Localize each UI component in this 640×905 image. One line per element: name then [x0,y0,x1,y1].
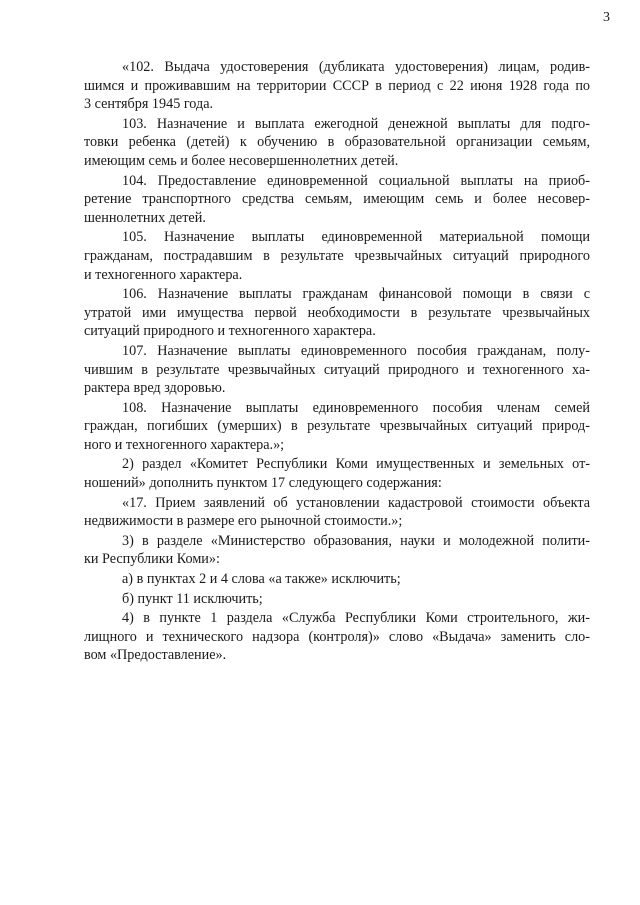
text-line: «102. Выдача удостоверения (дубликата удостоверения) лицам, родив- [122,59,590,75]
paragraph [84,570,590,589]
text-line: «17. Прием заявлений об установлении кадастровой стоимости объекта [122,494,590,511]
text-line: чившим в результате чрезвычайных ситуаций природного и техногенного ха- [84,361,590,378]
text-line: ретение транспортного средства семьям, имеющим семь и более несовер- [84,191,590,208]
text-line: товки ребенка (детей) к обучению в образовательной организации семьям, [84,134,590,151]
text-line: 103. Назначение и выплата ежегодной денежной выплаты для подго- [122,115,590,132]
text-line: ного и техногенного характера.»; [84,436,285,453]
text-line: и техногенного характера. [84,266,243,283]
text-line: 3) в разделе «Министерство образования, науки и молодежной полити- [122,532,590,549]
text-line: 105. Назначение выплаты единовременной материальной помощи [122,229,590,246]
paragraph [84,590,590,609]
text-line: 104. Предоставление единовременной социальной выплаты на приоб- [122,172,590,189]
paragraph [84,115,590,171]
text-line: рактера вред здоровью. [84,380,226,397]
document-body [84,58,590,666]
paragraph [84,172,590,228]
paragraph [84,494,590,531]
text-line: 2) раздел «Комитет Республики Коми имущественных и земельных от- [122,456,590,473]
text-line: 4) в пункте 1 раздела «Служба Республики Коми строительного, жи- [122,610,590,627]
paragraph [84,455,590,492]
paragraph [84,228,590,284]
page-number: 3 [603,10,610,25]
paragraph [84,342,590,398]
paragraph [84,609,590,665]
text-line: а) в пунктах 2 и 4 слова «а также» исключить; [122,571,401,588]
paragraph [84,58,590,114]
text-line: б) пункт 11 исключить; [122,590,263,607]
text-line: 3 сентября 1945 года. [84,96,214,113]
text-line: шимся и проживавшим на территории СССР в период с 22 июня 1928 года по [84,77,590,94]
text-line: граждан, погибших (умерших) в результате чрезвычайных ситуаций природ- [84,418,590,435]
text-line: 108. Назначение выплаты единовременного пособия членам семей [122,399,590,416]
text-line: лищного и технического надзора (контроля)» слово «Выдача» заменить сло- [84,628,590,645]
text-line: ки Республики Коми»: [84,551,220,568]
text-line: 106. Назначение выплаты гражданам финансовой помощи в связи с [122,286,590,303]
text-line: имеющим семь и более несовершеннолетних детей. [84,152,399,169]
paragraph [84,285,590,341]
text-line: недвижимости в размере его рыночной стоимости.»; [84,513,403,530]
paragraph [84,399,590,455]
text-line: ситуаций природного и техногенного характера. [84,323,376,340]
text-line: ношений» дополнить пунктом 17 следующего содержания: [84,475,442,492]
text-line: шеннолетних детей. [84,209,206,226]
paragraph [84,532,590,569]
text-line: 107. Назначение выплаты единовременного пособия гражданам, полу- [122,342,590,359]
text-line: гражданам, пострадавшим в результате чрезвычайных ситуаций природного [84,247,590,264]
text-line: вом «Предоставление». [84,647,227,664]
text-line: утратой ими имущества первой необходимости в результате чрезвычайных [84,304,590,321]
